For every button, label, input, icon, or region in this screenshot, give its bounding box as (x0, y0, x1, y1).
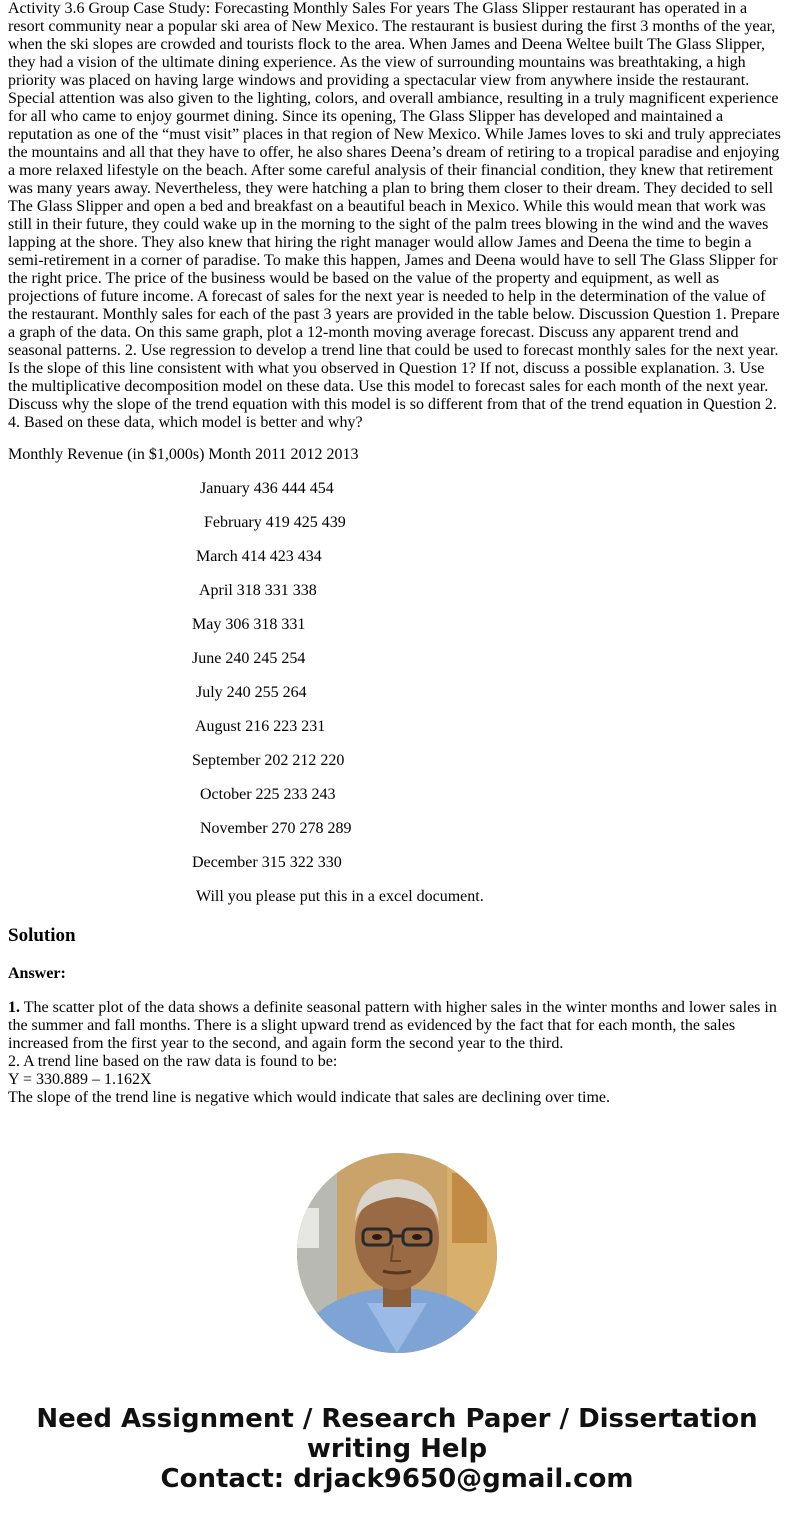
promo-contact: Contact: drjack9650@gmail.com (160, 1464, 634, 1494)
answer-label: Answer: (8, 965, 66, 982)
table-row: March 414 423 434 (196, 548, 322, 565)
solution-heading: Solution (8, 925, 76, 946)
answer-body (8, 999, 786, 1107)
table-row: November 270 278 289 (200, 820, 352, 837)
avatar-portrait-image (297, 1153, 497, 1353)
table-row: June 240 245 254 (192, 650, 306, 667)
table-row: February 419 425 439 (204, 514, 346, 531)
answer-item-1-number: 1. (8, 999, 20, 1016)
trend-equation: Y = 330.889 – 1.162X (8, 1071, 152, 1088)
answer-item-1 (8, 999, 786, 1053)
answer-item-2: 2. A trend line based on the raw data is found to be: (8, 1053, 338, 1070)
table-header: Monthly Revenue (in $1,000s) Month 2011 2012 2013 (8, 446, 359, 463)
table-row: August 216 223 231 (195, 718, 326, 735)
table-row: January 436 444 454 (200, 480, 334, 497)
table-row: July 240 255 264 (196, 684, 307, 701)
promo-banner (0, 1404, 794, 1494)
table-row: December 315 322 330 (192, 854, 342, 871)
table-row: September 202 212 220 (192, 752, 345, 769)
promo-line-2: writing Help (306, 1434, 488, 1464)
table-row: May 306 318 331 (192, 616, 306, 633)
table-note: Will you please put this in a excel document. (196, 888, 484, 905)
slope-note: The slope of the trend line is negative which would indicate that sales are declining over time. (8, 1089, 611, 1106)
question-text: Activity 3.6 Group Case Study: Forecasting Monthly Sales For years The Glass Slipper restaurant has operated in a resort community near a popular ski area of New Mexico. The restaurant is busiest during the first 3 months of the year, when the ski slopes are crowded and tourists flock to the area. When James and Deena Weltee built The Glass Slipper, they had a vision of the ultimate dining experience. As the view of surrounding mountains was breathtaking, a high priority was placed on having large windows and providing a spectacular view from anywhere inside the restaurant. Special attention was also given to the lighting, colors, and overall ambiance, resulting in a truly magnificent experience for all who came to enjoy gourmet dining. Since its opening, The Glass Slipper has developed and maintained a reputation as one of the “must visit” places in that region of New Mexico. While James loves to ski and truly appreciates the mountains and all that they have to offer, he also shares Deena’s dream of retiring to a tropical paradise and enjoying a more relaxed lifestyle on the beach. After some careful analysis of their financial condition, they knew that retirement was many years away. Nevertheless, they were hatching a plan to bring them closer to their dream. They decided to sell The Glass Slipper and open a bed and breakfast on a beautiful beach in Mexico. While this would mean that work was still in their future, they could wake up in the morning to the sight of the palm trees blowing in the wind and the waves lapping at the shore. They also knew that hiring the right manager would allow James and Deena the time to begin a semi-retirement in a corner of paradise. To make this happen, James and Deena would have to sell The Glass Slipper for the right price. The price of the business would be based on the value of the property and equipment, as well as projections of future income. A forecast of sales for the next year is needed to help in the determination of the value of the restaurant. Monthly sales for each of the past 3 years are provided in the table below. Discussion Question 1. Prepare a graph of the data. On this same graph, plot a 12-month moving average forecast. Discuss any apparent trend and seasonal patterns. 2. Use regression to develop a trend line that could be used to forecast monthly sales for the next year. Is the slope of this line consistent with what you observed in Question 1? If not, discuss a possible explanation. 3. Use the multiplicative decomposition model on these data. Use this model to forecast sales for each month of the next year. Discuss why the slope of the trend equation with this model is so different from that of the trend equation in Question 2. 4. Based on these data, which model is better and why? (8, 0, 781, 431)
answer-item-1-text: The scatter plot of the data shows a definite seasonal pattern with higher sales in the winter months and lower sales in the summer and fall months. There is a slight upward trend as evidenced by the fact that for each month, the sales increased from the first year to the second, and again form the second year to the third. (8, 999, 777, 1052)
table-row: October 225 233 243 (200, 786, 336, 803)
promo-line-1: Need Assignment / Research Paper / Dissertation (36, 1404, 758, 1434)
table-row: April 318 331 338 (199, 582, 317, 599)
avatar (297, 1153, 497, 1353)
